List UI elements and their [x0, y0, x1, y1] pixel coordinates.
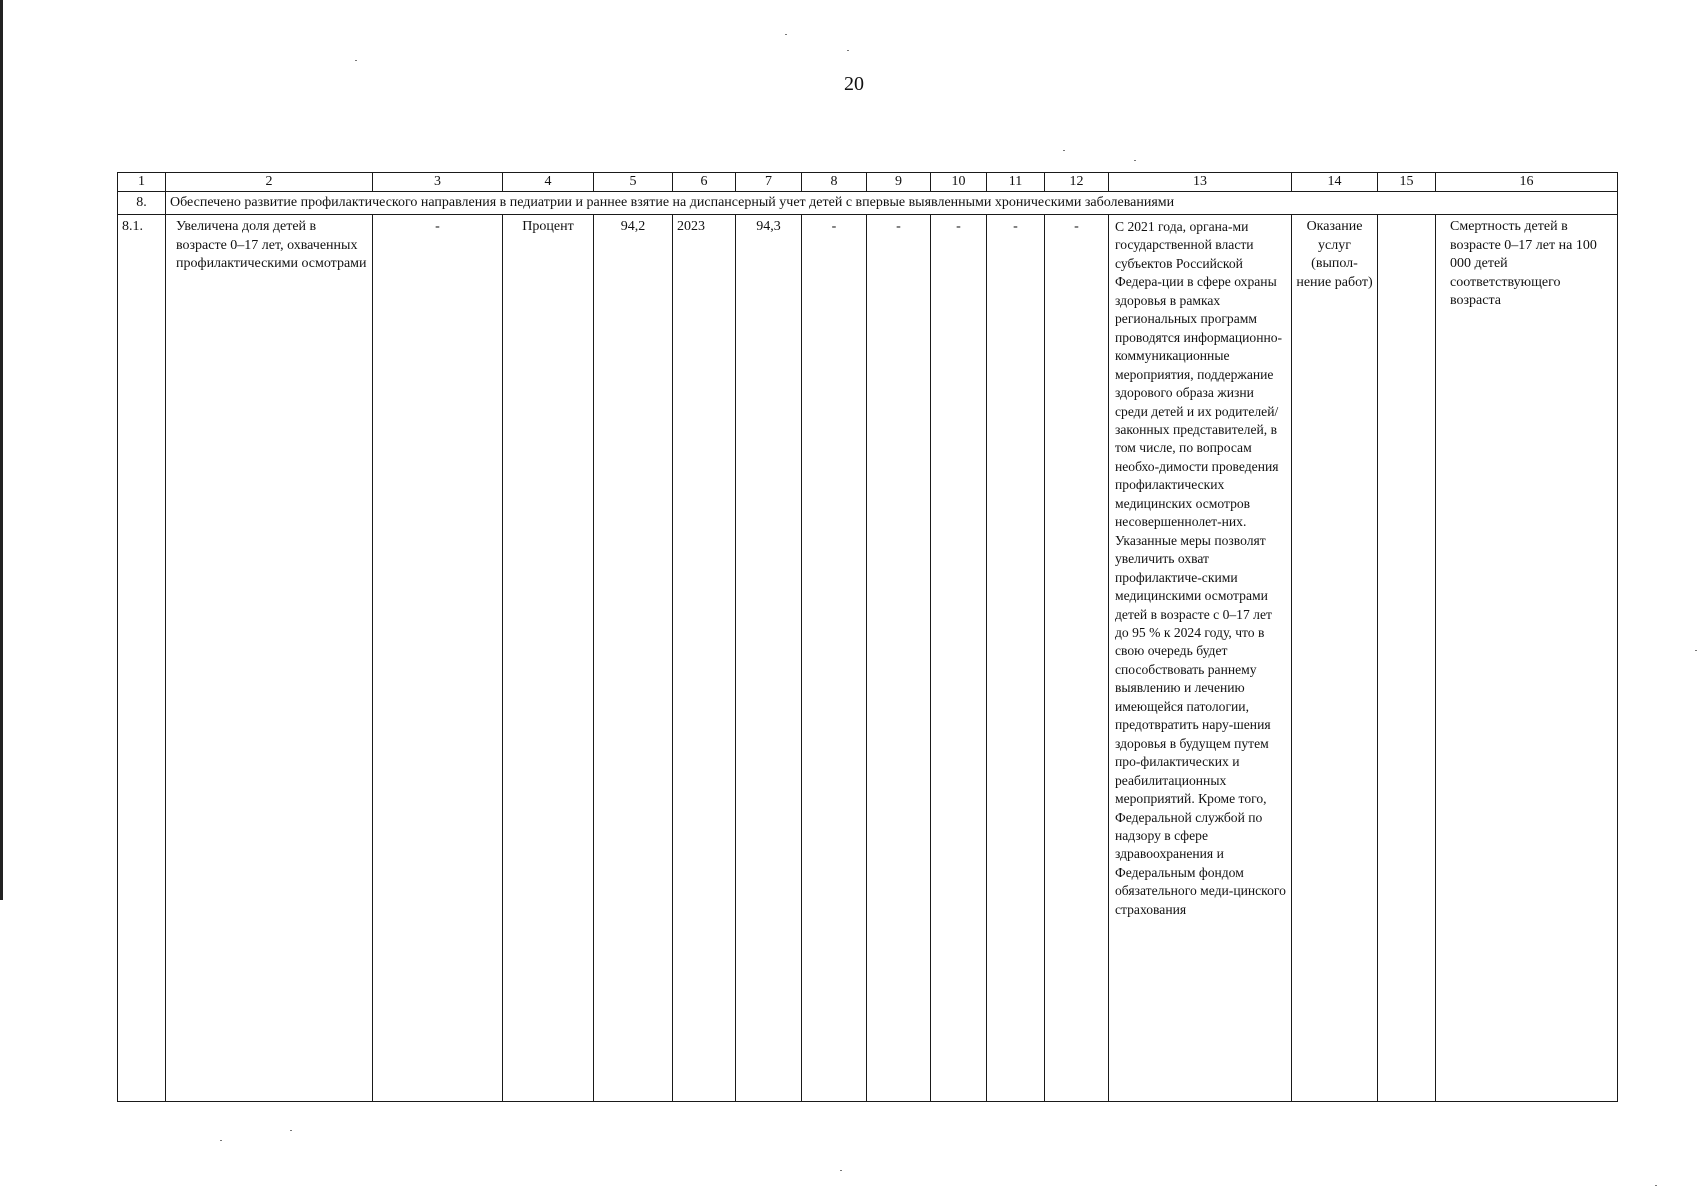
scan-speck	[355, 60, 357, 61]
table-row	[118, 215, 1618, 1102]
service-type-cell: Оказание услуг (выпол-нение работ)	[1292, 215, 1378, 1102]
scan-speck	[1695, 650, 1697, 651]
scan-speck	[1655, 1185, 1657, 1186]
column-number: 1	[118, 173, 166, 192]
column-number: 11	[987, 173, 1045, 192]
column-number: 8	[802, 173, 867, 192]
column-number: 15	[1378, 173, 1436, 192]
cell-col3: -	[373, 215, 503, 1102]
column-number: 5	[594, 173, 673, 192]
cell-col10: -	[931, 215, 987, 1102]
scan-left-edge	[0, 0, 3, 900]
indicator-name: Увеличена доля детей в возрасте 0–17 лет, охваченных профилактическими осмотрами	[166, 215, 373, 1102]
section-number: 8.	[118, 192, 166, 215]
column-number: 4	[503, 173, 594, 192]
scan-speck	[1063, 150, 1065, 151]
cell-col15	[1378, 215, 1436, 1102]
column-number: 10	[931, 173, 987, 192]
description-cell: С 2021 года, органа-ми государственной власти субъектов Российской Федера-ции в сфере охраны здоровья в рамках региональных программ проводятся информационно-коммуникационные мероприятия, поддержание здорового образа жизни среди детей и их родителей/законных представителей, в том числе, по вопросам необхо-димости проведения профилактических медицинских осмотров несовершеннолет-них. Указанные меры позволят увеличить охват профилактиче-скими медицинскими осмотрами детей в возрасте с 0–17 лет до 95 % к 2024 году, что в свою очередь будет способствовать раннему выявлению и лечению имеющейся патологии, предотвратить нару-шения здоровья в будущем путем про-филактических и реабилитационных мероприятий. Кроме того, Федеральной службой по надзору в сфере здравоохранения и Федеральным фондом обязательного меди-цинского страхования	[1109, 215, 1292, 1102]
cell-col9: -	[867, 215, 931, 1102]
cell-col8: -	[802, 215, 867, 1102]
indicator-table	[117, 172, 1618, 1102]
column-number: 3	[373, 173, 503, 192]
base-value-cell: 94,2	[594, 215, 673, 1102]
column-number: 9	[867, 173, 931, 192]
cell-col11: -	[987, 215, 1045, 1102]
impact-cell: Смертность детей в возрасте 0–17 лет на 100 000 детей соответствующего возраста	[1436, 215, 1618, 1102]
section-row	[118, 192, 1618, 215]
column-number: 6	[673, 173, 736, 192]
column-number: 7	[736, 173, 802, 192]
scan-speck	[847, 50, 849, 51]
column-number: 13	[1109, 173, 1292, 192]
unit-cell: Процент	[503, 215, 594, 1102]
column-number: 14	[1292, 173, 1378, 192]
base-year-cell: 2023	[673, 215, 736, 1102]
section-title: Обеспечено развитие профилактического направления в педиатрии и раннее взятие на диспансерный учет детей с впервые выявленными хроническими заболеваниями	[166, 192, 1618, 215]
cell-col12: -	[1045, 215, 1109, 1102]
page-number: 20	[844, 73, 864, 95]
column-number-row	[118, 173, 1618, 192]
cell-col7: 94,3	[736, 215, 802, 1102]
scan-speck	[840, 1170, 842, 1171]
column-number: 2	[166, 173, 373, 192]
scan-speck	[785, 34, 787, 35]
column-number: 16	[1436, 173, 1618, 192]
row-number: 8.1.	[118, 215, 166, 1102]
scan-speck	[220, 1140, 222, 1141]
scan-speck	[1134, 160, 1136, 161]
scan-speck	[290, 1130, 292, 1131]
column-number: 12	[1045, 173, 1109, 192]
